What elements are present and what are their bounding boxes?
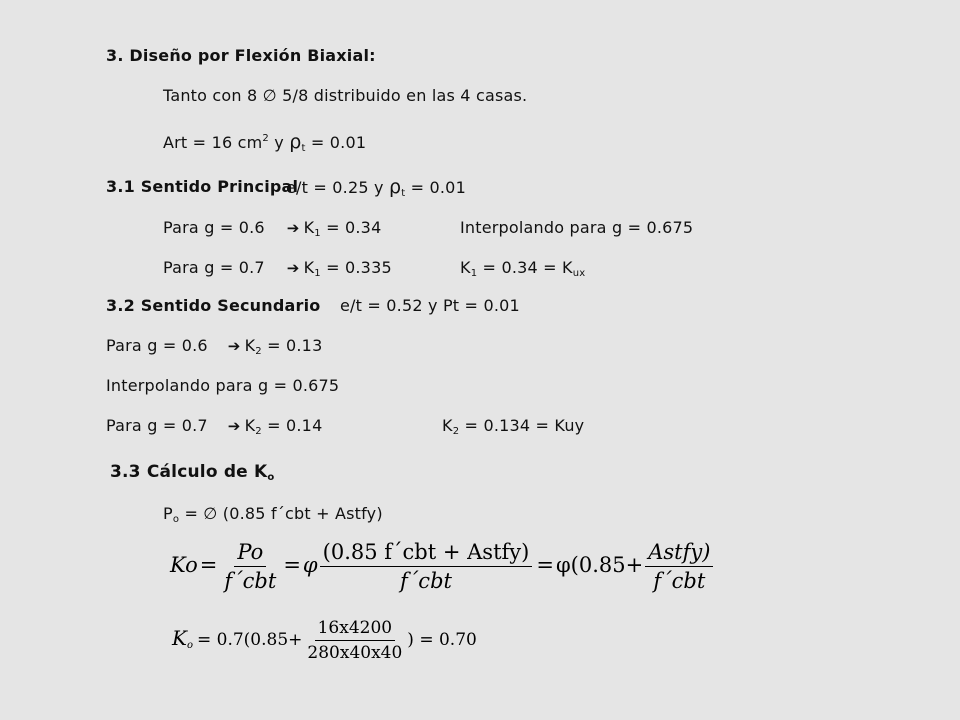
section-3-title: 3. Diseño por Flexión Biaxial: bbox=[106, 46, 376, 65]
ko-result-frac: $\frac{16x4200}{280x40x40}$ bbox=[307, 618, 403, 663]
s32-row3-left: Para g = 0.7 ➔ $K_2 = 0.14$ bbox=[106, 416, 323, 437]
ko-equation: Ko= $\frac{Po}{\text{f´cbt}}$ =φ $\frac{\text{(0.85 f´cbt + Astfy)}}{\text{f´cbt}}$ =φ(0.85+ $\frac{\text{Astfy)}}{\text{f´cbt}}$ bbox=[170, 540, 715, 593]
arrow-right-icon: ➔ bbox=[286, 259, 300, 277]
arrow-right-icon: ➔ bbox=[227, 337, 241, 355]
ko-frac-po: $\frac{Po}{\text{f´cbt}}$ bbox=[224, 540, 277, 593]
s31-row2-left: Para g = 0.7 ➔ $K_1 = 0.335$ bbox=[163, 258, 392, 279]
bars-description: Tanto con 8 ∅ 5/8 distribuido en las 4 casas. bbox=[163, 86, 528, 105]
s31-row1-left: Para g = 0.6 ➔ $K_1 = 0.34$ bbox=[163, 218, 382, 239]
arrow-right-icon: ➔ bbox=[227, 417, 241, 435]
s31-row1-right: Interpolando para g = 0.675 bbox=[460, 218, 694, 237]
section-3-2-title: 3.2 Sentido Secundario bbox=[106, 296, 321, 315]
section-3-3-title: 3.3 Cálculo de $K_o$ bbox=[110, 462, 275, 483]
ko-result-equation: $K_o = 0.7(0.85+$ $\frac{16x4200}{280x40x40}$ ) = 0.70 bbox=[172, 618, 477, 663]
s31-row2-right: $K_1 = 0.34 = K_{ux}$ bbox=[460, 258, 586, 279]
section-3-1-condition: e/t = 0.25 y $\rho_t = 0.01$ bbox=[286, 176, 466, 199]
arrow-right-icon: ➔ bbox=[286, 219, 300, 237]
s32-row2: Interpolando para g = 0.675 bbox=[106, 376, 340, 395]
area-ratio-line: Art = 16 $cm^2$ y $\rho_t = 0.01$ bbox=[163, 131, 367, 154]
section-3-2-condition: e/t = 0.52 y Pt = 0.01 bbox=[340, 296, 520, 315]
s32-row1: Para g = 0.6 ➔ $K_2 = 0.13$ bbox=[106, 336, 323, 357]
s32-row3-right: $K_2 = 0.134$ = Kuy bbox=[442, 416, 585, 437]
ko-frac-astfy: $\frac{\text{Astfy)}}{\text{f´cbt}}$ bbox=[645, 540, 713, 593]
ko-frac-main: $\frac{\text{(0.85 f´cbt + Astfy)}}{\text{f´cbt}}$ bbox=[320, 540, 533, 593]
section-3-1-title: 3.1 Sentido Principal bbox=[106, 177, 299, 196]
po-definition: $P_o$ = ∅ (0.85 f´cbt + Astfy) bbox=[163, 504, 383, 525]
